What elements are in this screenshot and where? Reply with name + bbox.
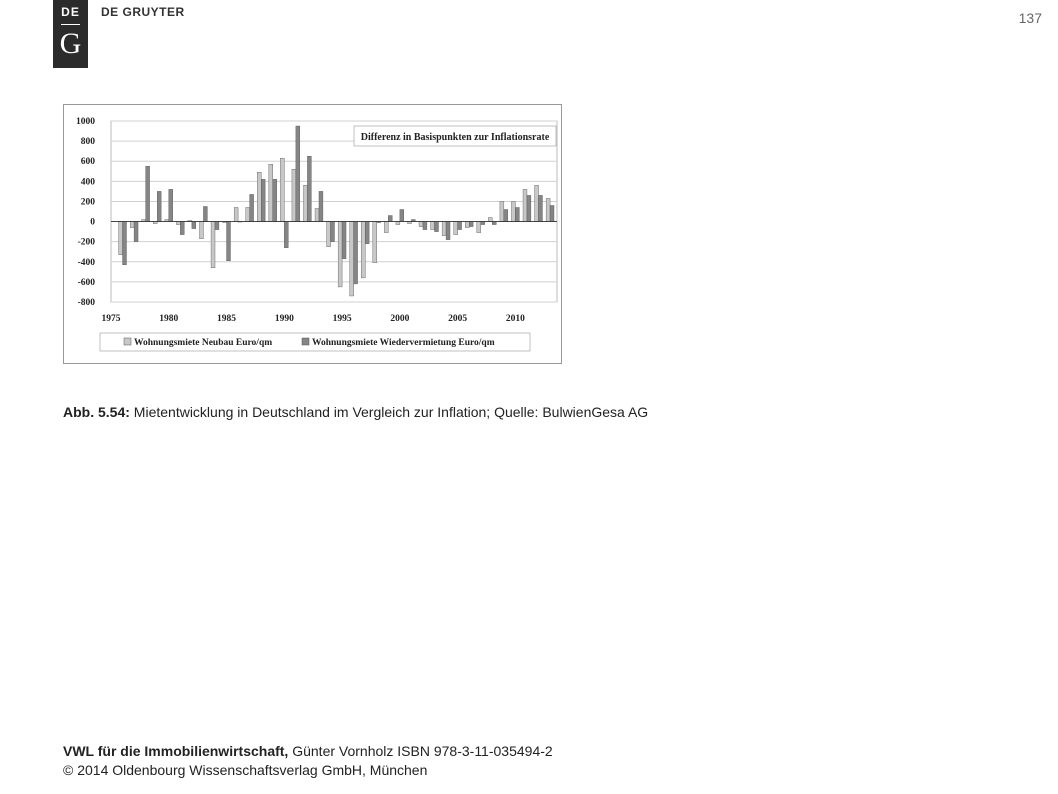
bar-neubau-2011 [523, 189, 527, 221]
bar-neubau-2013 [546, 198, 550, 221]
y-tick-label: 0 [90, 217, 95, 228]
bar-wiedervermietung-2000 [400, 209, 404, 221]
bar-neubau-1998 [373, 222, 377, 263]
bar-neubau-1995 [338, 222, 342, 287]
y-tick-label: -200 [77, 237, 95, 248]
bar-wiedervermietung-2004 [446, 222, 450, 240]
bar-neubau-1990 [280, 158, 284, 221]
bar-wiedervermietung-1995 [342, 222, 346, 259]
bar-neubau-1986 [234, 207, 238, 221]
bar-wiedervermietung-1980 [169, 189, 173, 221]
bar-neubau-1987 [246, 207, 250, 221]
bar-wiedervermietung-1999 [388, 216, 392, 222]
y-tick-label: 400 [80, 177, 95, 188]
bar-wiedervermietung-1992 [307, 156, 311, 221]
page-footer [63, 742, 553, 780]
legend-swatch-wiedervermietung [302, 338, 309, 345]
bar-neubau-2003 [431, 222, 435, 230]
bar-wiedervermietung-1993 [319, 191, 323, 221]
x-tick-label: 2005 [448, 314, 468, 324]
legend-label-wiedervermietung: Wohnungsmiete Wiedervermietung Euro/qm [312, 338, 495, 348]
bar-wiedervermietung-2009 [504, 209, 508, 221]
bar-wiedervermietung-1988 [261, 179, 265, 221]
x-tick-label: 1980 [159, 314, 179, 324]
bar-wiedervermietung-1981 [180, 222, 184, 235]
bar-wiedervermietung-2012 [539, 195, 543, 221]
bar-neubau-1993 [315, 208, 319, 221]
x-tick-label: 1985 [217, 314, 237, 324]
bar-wiedervermietung-2003 [435, 222, 439, 232]
bar-neubau-1981 [176, 222, 180, 225]
bar-neubau-1996 [350, 222, 354, 296]
x-tick-label: 1975 [101, 314, 121, 324]
bar-wiedervermietung-1979 [157, 191, 161, 221]
bar-wiedervermietung-1997 [365, 222, 369, 244]
bar-neubau-2004 [442, 222, 446, 236]
footer-copyright: © 2014 Oldenbourg Wissenschaftsverlag GmbH, München [63, 762, 428, 778]
bar-wiedervermietung-1976 [123, 222, 127, 265]
bar-wiedervermietung-2002 [423, 222, 427, 230]
book-info: Günter Vornholz ISBN 978-3-11-035494-2 [292, 743, 553, 759]
bar-wiedervermietung-1996 [354, 222, 358, 284]
chart-figure [63, 104, 562, 364]
bar-neubau-2005 [454, 222, 458, 235]
bar-neubau-2002 [419, 222, 423, 227]
bar-wiedervermietung-1987 [250, 194, 254, 221]
caption-label: Abb. 5.54: [63, 404, 130, 420]
bar-neubau-2012 [535, 185, 539, 221]
plot-area [111, 121, 557, 302]
bar-wiedervermietung-2005 [458, 222, 462, 230]
bar-neubau-1988 [257, 172, 261, 221]
bar-neubau-1999 [384, 222, 388, 233]
bar-wiedervermietung-1982 [192, 222, 196, 229]
bar-neubau-1977 [130, 222, 134, 228]
bar-neubau-2000 [396, 222, 400, 225]
bar-wiedervermietung-1983 [203, 206, 207, 221]
bar-neubau-1997 [361, 222, 365, 278]
bar-wiedervermietung-2010 [515, 207, 519, 221]
x-tick-label: 2000 [390, 314, 410, 324]
book-title: VWL für die Immobilienwirtschaft, [63, 743, 289, 759]
bar-wiedervermietung-2008 [492, 222, 496, 225]
x-tick-label: 2010 [505, 314, 525, 324]
bar-wiedervermietung-1984 [215, 222, 219, 230]
bar-chart [64, 105, 561, 363]
y-tick-label: -800 [77, 298, 95, 308]
logo-divider [61, 24, 80, 25]
bar-wiedervermietung-1991 [296, 126, 300, 222]
page-number: 137 [1018, 10, 1042, 26]
bar-neubau-1992 [303, 185, 307, 221]
bar-neubau-1989 [269, 164, 273, 221]
bar-wiedervermietung-2013 [550, 205, 554, 221]
bar-neubau-2009 [500, 201, 504, 221]
bar-neubau-1984 [211, 222, 215, 268]
chart-title: Differenz in Basispunkten zur Inflationsrate [360, 132, 550, 143]
bar-wiedervermietung-1990 [284, 222, 288, 248]
x-tick-label: 1995 [332, 314, 352, 324]
bar-wiedervermietung-2006 [469, 222, 473, 227]
caption-text: Mietentwicklung in Deutschland im Vergleich zur Inflation; Quelle: BulwienGesa AG [133, 404, 649, 420]
y-tick-label: 1000 [76, 117, 95, 127]
bar-wiedervermietung-1989 [273, 179, 277, 221]
bar-wiedervermietung-2011 [527, 195, 531, 221]
bar-neubau-2008 [488, 218, 492, 222]
legend-swatch-neubau [124, 338, 131, 345]
publisher-logo [53, 0, 88, 68]
bar-neubau-1983 [200, 222, 204, 239]
bar-wiedervermietung-1985 [227, 222, 231, 261]
bar-wiedervermietung-1994 [331, 222, 335, 242]
bar-neubau-2010 [511, 201, 515, 221]
y-tick-label: -600 [77, 277, 95, 288]
logo-bottom-text: G [59, 27, 82, 60]
figure-caption [63, 404, 648, 420]
x-tick-label: 1990 [274, 314, 294, 324]
bar-neubau-1994 [327, 222, 331, 247]
bar-wiedervermietung-1978 [146, 166, 150, 221]
footer-book-line [63, 742, 553, 761]
y-tick-label: 200 [80, 197, 95, 208]
bar-neubau-1976 [119, 222, 123, 255]
legend-label-neubau: Wohnungsmiete Neubau Euro/qm [134, 338, 273, 348]
bar-wiedervermietung-2007 [481, 222, 485, 225]
y-tick-label: 800 [80, 137, 95, 148]
publisher-name: DE GRUYTER [101, 5, 185, 19]
logo-top-text: DE [61, 5, 80, 19]
y-tick-label: -400 [77, 257, 95, 268]
bar-neubau-1991 [292, 169, 296, 221]
y-tick-label: 600 [80, 157, 95, 168]
bar-neubau-2006 [465, 222, 469, 228]
bar-neubau-2007 [477, 222, 481, 233]
bar-wiedervermietung-1977 [134, 222, 138, 242]
